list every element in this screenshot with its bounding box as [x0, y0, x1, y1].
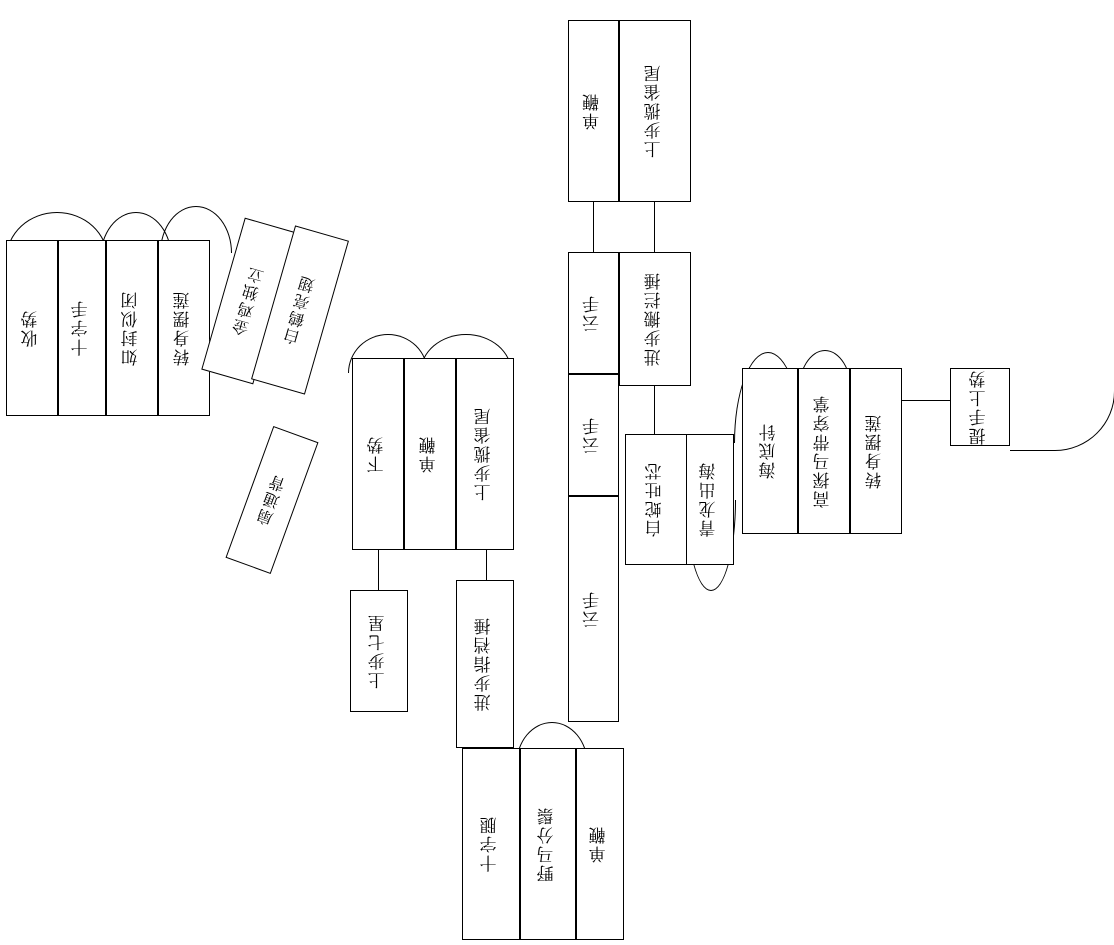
edge-n16-n21: [378, 550, 379, 590]
node-xia-shi: 下势: [352, 358, 404, 550]
edge-n3-n7: [654, 386, 655, 434]
node-jin-bu-ban-lan-chui: 进步搬拦捶: [619, 252, 691, 386]
node-shang-bu-lan-que-wei-2: 上步揽雀尾: [456, 358, 514, 550]
node-dan-bian-2: 单鞭: [404, 358, 456, 550]
node-bai-he-liang-chi: 白鹤亮翅: [251, 225, 349, 394]
node-jin-ji-du-li: 金鸡独立: [201, 218, 296, 385]
edge-n14-n17: [486, 550, 487, 580]
node-zhuan-shen-bai-lian: 转身摆莲: [850, 368, 902, 534]
node-qing-long-chu-hai: 青龙出海: [686, 434, 734, 565]
node-yun-shou-3: 云手: [568, 496, 619, 722]
edge-n9-n13: [902, 400, 950, 401]
edge-curve-tail-right: [1010, 380, 1114, 451]
node-dan-bian-3: 单鞭: [576, 748, 624, 940]
node-ti-shou-shang-shi: 提手上势: [950, 368, 1010, 446]
edge-n2-n4: [593, 202, 594, 252]
node-hai-di-zhen: 海底针: [742, 368, 798, 534]
node-shan-tong-bei: 扇通背: [226, 426, 319, 574]
node-jin-bu-zhi-dang-chui: 进步指裆捶: [456, 580, 514, 748]
node-yun-shou-2: 云手: [568, 374, 619, 496]
node-shou-shi: 收势: [6, 240, 58, 416]
node-yun-shou-1: 云手: [568, 252, 619, 374]
node-shang-bu-lan-que-wei-1: 上步揽雀尾: [619, 20, 691, 202]
node-bai-she-tu-xin: 白蛇吐芯: [625, 434, 687, 565]
node-shang-bu-qi-xing: 上步七星: [350, 590, 408, 712]
node-gao-tan-ma-dai-chuan-zhang: 高探马带穿掌: [798, 368, 850, 534]
node-ban-lan-chui-left: 转身摆莲: [158, 240, 210, 416]
node-dan-bian-xia-shi-chuan-zhang: 野马分鬃: [520, 748, 576, 940]
node-dan-bian-1: 单鞭: [568, 20, 619, 202]
node-shi-zi-tui: 十字腿: [462, 748, 520, 940]
node-shi-zi-shou: 十字手: [58, 240, 106, 416]
edge-n1-n3: [654, 202, 655, 252]
node-ru-feng-si-bi: 如封似闭: [106, 240, 158, 416]
